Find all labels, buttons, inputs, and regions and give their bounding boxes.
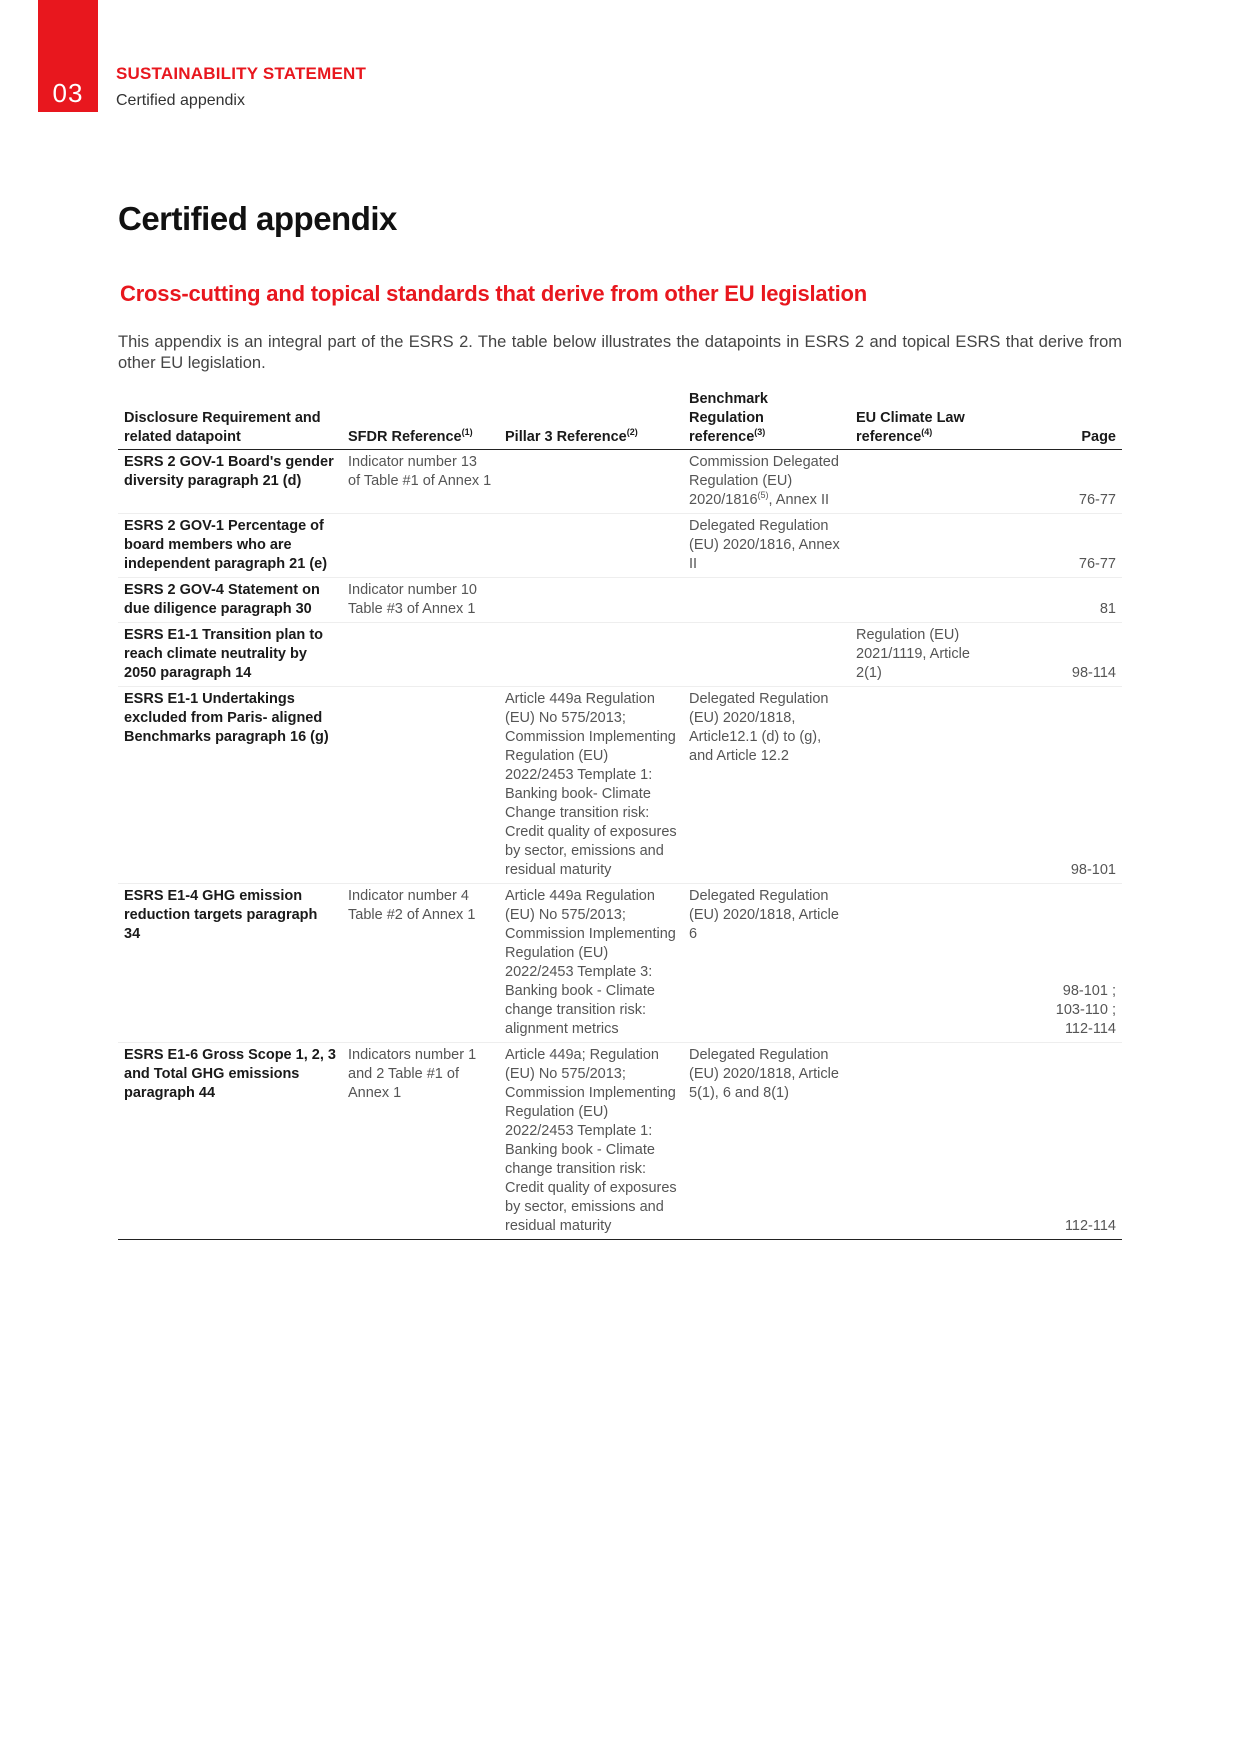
- cell-benchmark: Delegated Regulation (EU) 2020/1818, Article 5(1), 6 and 8(1): [683, 1043, 850, 1240]
- header-climate-law: EU Climate Law reference$^{(4)}$: [850, 386, 1000, 450]
- cell-page: 98-101: [1000, 687, 1122, 884]
- cell-disclosure-requirement: ESRS 2 GOV-4 Statement on due diligence paragraph 30: [118, 578, 342, 623]
- cell-disclosure-requirement: ESRS E1-4 GHG emission reduction targets paragraph 34: [118, 884, 342, 1043]
- cell-pillar3: Article 449a; Regulation (EU) No 575/2013; Commission Implementing Regulation (EU) 2022/2453 Template 1: Banking book - Climate change transition risk: Credit quality of exposures by sector, emissions and residual maturity: [499, 1043, 683, 1240]
- cell-disclosure-requirement: ESRS 2 GOV-1 Percentage of board members who are independent paragraph 21 (e): [118, 514, 342, 578]
- page-ref: 98-101 ;: [1062, 983, 1116, 999]
- cell-benchmark: Delegated Regulation (EU) 2020/1818, Article12.1 (d) to (g), and Article 12.2: [683, 687, 850, 884]
- table-row: [118, 884, 1122, 1043]
- table-header-row: [118, 386, 1122, 450]
- cell-pillar3: [499, 514, 683, 578]
- cell-sfdr: Indicator number 13 of Table #1 of Annex 1: [342, 450, 499, 514]
- cell-page: 112-114: [1000, 1043, 1122, 1240]
- subsection-label: Certified appendix: [116, 92, 245, 109]
- cell-benchmark: [683, 623, 850, 687]
- table-row: [118, 687, 1122, 884]
- cell-climate-law: [850, 514, 1000, 578]
- cell-sfdr: [342, 687, 499, 884]
- header-page: Page: [1000, 386, 1122, 450]
- cell-pillar3: Article 449a Regulation (EU) No 575/2013; Commission Implementing Regulation (EU) 2022/2453 Template 3: Banking book - Climate change transition risk: alignment metrics: [499, 884, 683, 1043]
- cell-disclosure-requirement: ESRS E1-1 Undertakings excluded from Paris- aligned Benchmarks paragraph 16 (g): [118, 687, 342, 884]
- cell-benchmark: Commission Delegated Regulation (EU) 2020/1816$^{(5)}$, Annex II: [683, 450, 850, 514]
- header-benchmark: Benchmark Regulation reference$^{(3)}$: [683, 386, 850, 450]
- page-ref: 112-114: [1064, 1021, 1116, 1037]
- section-label: SUSTAINABILITY STATEMENT: [116, 64, 367, 83]
- table-row: [118, 623, 1122, 687]
- table-row: [118, 1043, 1122, 1240]
- cell-climate-law: Regulation (EU) 2021/1119, Article 2(1): [850, 623, 1000, 687]
- header-pillar3: Pillar 3 Reference$^{(2)}$: [499, 386, 683, 450]
- cell-benchmark: [683, 578, 850, 623]
- cell-disclosure-requirement: ESRS E1-1 Transition plan to reach climate neutrality by 2050 paragraph 14: [118, 623, 342, 687]
- chapter-tab: [38, 0, 98, 112]
- chapter-number: 03: [52, 78, 84, 108]
- cell-climate-law: [850, 578, 1000, 623]
- intro-paragraph: This appendix is an integral part of the ESRS 2. The table below illustrates the datapoints in ESRS 2 and topical ESRS that derive from other EU legislation.: [118, 333, 1122, 372]
- page-ref: 103-110 ;: [1055, 1002, 1116, 1018]
- cell-page: 76-77: [1000, 514, 1122, 578]
- cell-pillar3: [499, 578, 683, 623]
- cell-disclosure-requirement: ESRS 2 GOV-1 Board's gender diversity paragraph 21 (d): [118, 450, 342, 514]
- header-disclosure-requirement: Disclosure Requirement and related datapoint: [118, 386, 342, 450]
- table-row: [118, 578, 1122, 623]
- cell-climate-law: [850, 450, 1000, 514]
- cell-climate-law: [850, 884, 1000, 1043]
- section-heading: Cross-cutting and topical standards that derive from other EU legislation: [120, 281, 867, 306]
- cell-page: [1000, 884, 1122, 1043]
- cell-sfdr: Indicator number 10 Table #3 of Annex 1: [342, 578, 499, 623]
- cell-pillar3: Article 449a Regulation (EU) No 575/2013; Commission Implementing Regulation (EU) 2022/2453 Template 1: Banking book- Climate Change transition risk: Credit quality of exposures by sector, emissions and residual maturity: [499, 687, 683, 884]
- header-sfdr: SFDR Reference$^{(1)}$: [342, 386, 499, 450]
- cell-sfdr: Indicator number 4 Table #2 of Annex 1: [342, 884, 499, 1043]
- cell-benchmark: Delegated Regulation (EU) 2020/1818, Article 6: [683, 884, 850, 1043]
- cell-disclosure-requirement: ESRS E1-6 Gross Scope 1, 2, 3 and Total GHG emissions paragraph 44: [118, 1043, 342, 1240]
- cell-sfdr: Indicators number 1 and 2 Table #1 of Annex 1: [342, 1043, 499, 1240]
- datapoints-table: [118, 386, 1122, 1240]
- cell-sfdr: [342, 623, 499, 687]
- cell-benchmark: Delegated Regulation (EU) 2020/1816, Annex II: [683, 514, 850, 578]
- cell-sfdr: [342, 514, 499, 578]
- cell-pillar3: [499, 450, 683, 514]
- page-title: Certified appendix: [118, 200, 397, 237]
- cell-pillar3: [499, 623, 683, 687]
- table-row: [118, 450, 1122, 514]
- cell-page: 76-77: [1000, 450, 1122, 514]
- cell-page: 81: [1000, 578, 1122, 623]
- cell-climate-law: [850, 1043, 1000, 1240]
- table-row: [118, 514, 1122, 578]
- cell-page: 98-114: [1000, 623, 1122, 687]
- cell-climate-law: [850, 687, 1000, 884]
